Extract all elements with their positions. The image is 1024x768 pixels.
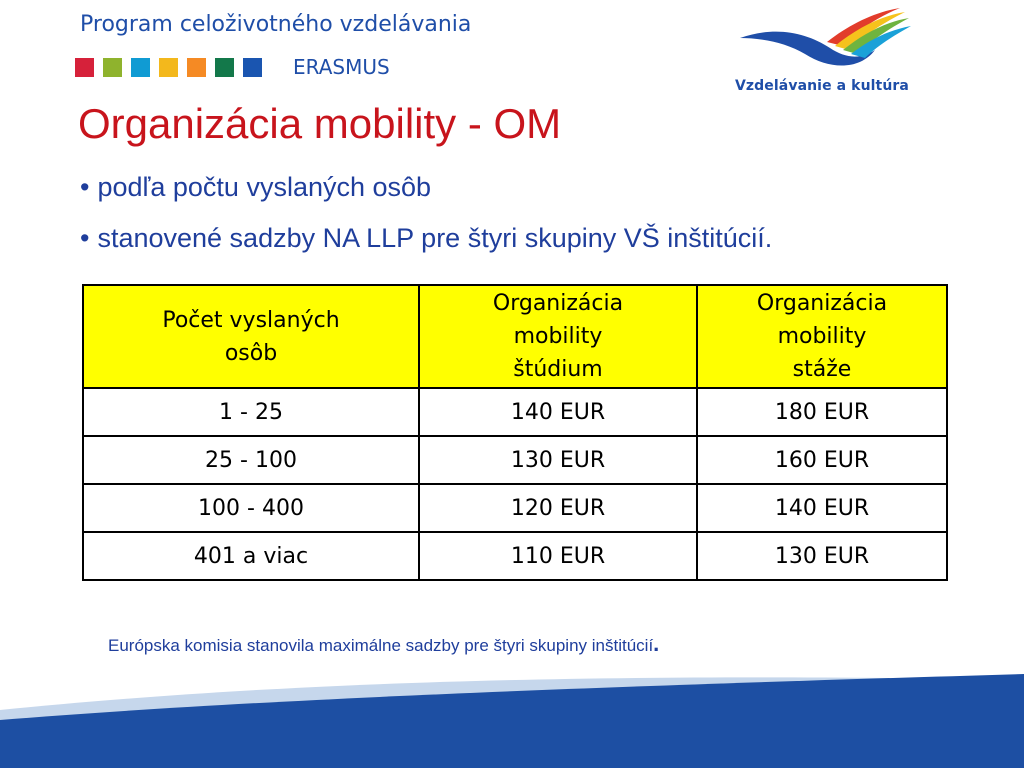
color-square <box>159 58 178 77</box>
color-square <box>131 58 150 77</box>
bullet-dot-icon: • <box>80 223 90 253</box>
color-square <box>103 58 122 77</box>
cell-placement-rate: 160 EUR <box>697 436 947 484</box>
rates-table <box>82 284 948 581</box>
erasmus-label: ERASMUS <box>293 55 390 79</box>
bullet-item <box>80 221 772 255</box>
cell-persons: 100 - 400 <box>83 484 419 532</box>
table-row <box>83 484 947 532</box>
cell-study-rate: 140 EUR <box>419 388 697 436</box>
bullet-item <box>80 170 772 204</box>
cell-persons: 401 a viac <box>83 532 419 580</box>
table-row <box>83 532 947 580</box>
table-header-row <box>83 285 947 388</box>
color-squares <box>75 58 262 77</box>
cell-placement-rate: 180 EUR <box>697 388 947 436</box>
bullet-text: stanovené sadzby NA LLP pre štyri skupiny VŠ inštitúcií. <box>97 223 773 253</box>
cell-persons: 25 - 100 <box>83 436 419 484</box>
color-square <box>215 58 234 77</box>
program-title: Program celoživotného vzdelávania <box>80 12 472 37</box>
cell-study-rate: 120 EUR <box>419 484 697 532</box>
footnote-period: . <box>653 631 660 656</box>
table-row <box>83 388 947 436</box>
cell-placement-rate: 140 EUR <box>697 484 947 532</box>
cell-placement-rate: 130 EUR <box>697 532 947 580</box>
bullet-dot-icon: • <box>80 172 90 202</box>
header-count-persons: Počet vyslaných osôb <box>83 285 419 388</box>
cell-study-rate: 110 EUR <box>419 532 697 580</box>
header-org-study: Organizácia mobility štúdium <box>419 285 697 388</box>
cell-persons: 1 - 25 <box>83 388 419 436</box>
color-square <box>243 58 262 77</box>
table-row <box>83 436 947 484</box>
footnote-text: Európska komisia stanovila maximálne sadzby pre štyri skupiny inštitúcií <box>108 636 654 655</box>
bullet-text: podľa počtu vyslaných osôb <box>97 172 432 202</box>
cell-study-rate: 130 EUR <box>419 436 697 484</box>
header-org-placement: Organizácia mobility stáže <box>697 285 947 388</box>
color-square <box>75 58 94 77</box>
page-title: Organizácia mobility - OM <box>78 100 562 147</box>
logo-text: Vzdelávanie a kultúra <box>735 78 909 94</box>
bottom-wave-decoration <box>0 650 1024 768</box>
bullet-list <box>80 170 772 272</box>
color-square <box>187 58 206 77</box>
